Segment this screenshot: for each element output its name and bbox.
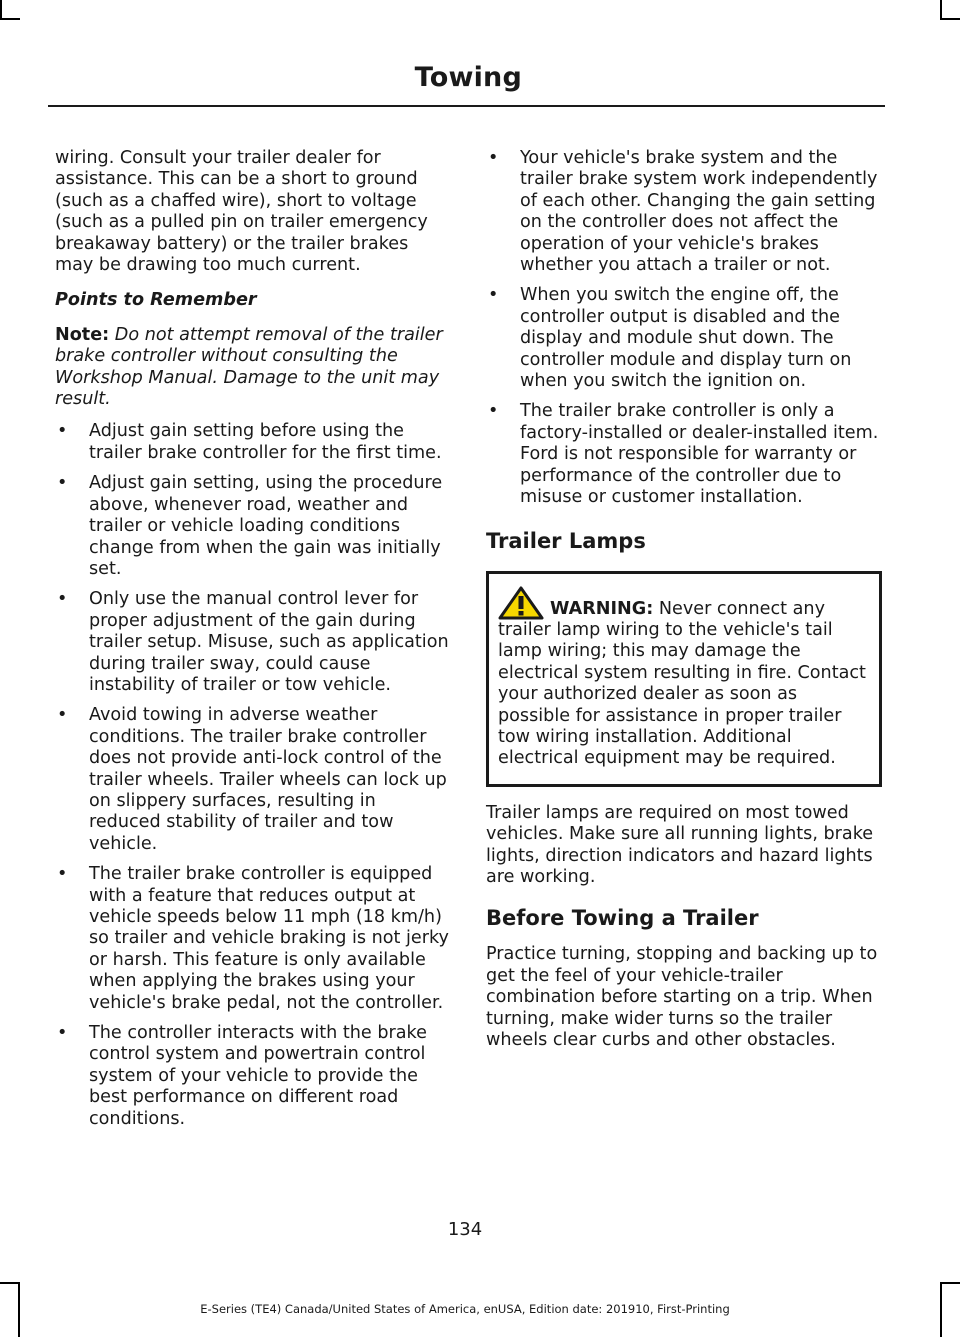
note-paragraph <box>55 325 450 411</box>
warning-text: Never connect any trailer lamp wiring to the vehicle's tail lamp wiring; this may damage the electrical system resulting in fire. Contact your authorized dealer as soon as possible for assistance in proper trailer tow wiring installation. Additional electrical equipment may be required. <box>498 598 866 769</box>
warning-paragraph <box>498 586 869 770</box>
subheading-points-to-remember: Points to Remember <box>55 290 257 311</box>
bullet-icon: • <box>57 864 68 885</box>
page-title: Towing <box>414 62 522 93</box>
bullet-icon: • <box>57 705 68 726</box>
note-text: Do not attempt removal of the trailer brake controller without consulting the Workshop Manual. Damage to the unit may result. <box>55 324 443 410</box>
footer-edition-text: E-Series (TE4) Canada/United States of America, enUSA, Edition date: 201910, First-Printing <box>200 1302 730 1316</box>
list-item: • Only use the manual control lever for proper adjustment of the gain during trailer setup. Misuse, such as application during trailer sway, could cause instability of trailer or tow vehicle. <box>57 589 449 695</box>
list-item: • Avoid towing in adverse weather conditions. The trailer brake controller does not provide anti-lock control of the trailer wheels. Trailer wheels can lock up on slippery surfaces, resulting in reduced stability of trailer and tow vehicle. <box>57 705 447 854</box>
list-item: • Adjust gain setting, using the procedure above, whenever road, weather and trailer or vehicle loading conditions change from when the gain was initially set. <box>57 473 443 579</box>
list-item: • The trailer brake controller is only a factory-installed or dealer-installed item. Ford is not responsible for warranty or performance of the controller due to misuse or customer installation. <box>488 401 879 508</box>
bullet-icon: • <box>57 1023 68 1044</box>
crop-mark <box>0 0 2 20</box>
crop-mark <box>0 18 20 20</box>
bullet-icon: • <box>488 401 499 422</box>
crop-mark <box>940 18 960 20</box>
list-item: • The controller interacts with the brake control system and powertrain control system of your vehicle to provide the best performance on different road conditions. <box>57 1023 427 1129</box>
right-bullet-list <box>486 148 882 509</box>
bullet-icon: • <box>57 589 68 610</box>
left-column <box>55 148 450 1130</box>
crop-mark <box>0 1282 20 1284</box>
note-label: Note: <box>55 324 110 345</box>
before-towing-paragraph: Practice turning, stopping and backing up to get the feel of your vehicle-trailer combination before starting on a trip. When turning, make wider turns so the trailer wheels clear curbs and other obstacles. <box>486 944 878 1050</box>
warning-label: WARNING: <box>550 598 654 619</box>
bullet-icon: • <box>488 148 499 168</box>
warning-triangle-icon <box>498 586 544 620</box>
bullet-icon: • <box>488 285 499 306</box>
page-number: 134 <box>447 1219 483 1240</box>
list-item: • Your vehicle's brake system and the trailer brake system work independently of each other. Changing the gain setting on the controller does not affect the operation of your vehicle's brakes whether you attach a trailer or not. <box>488 148 878 276</box>
section-heading-before-towing: Before Towing a Trailer <box>486 906 759 931</box>
trailer-lamps-paragraph: Trailer lamps are required on most towed vehicles. Make sure all running lights, brake lights, direction indicators and hazard lights are working. <box>486 802 874 887</box>
header-divider <box>48 105 885 107</box>
intro-paragraph: wiring. Consult your trailer dealer for assistance. This can be a short to ground (such as a chaffed wire), short to voltage (such as a pulled pin on trailer emergency breakaway battery) or the trailer brakes may be drawing too much current. <box>55 148 428 276</box>
list-item: • The trailer brake controller is equipped with a feature that reduces output at vehicle speeds below 11 mph (18 km/h) so trailer and vehicle braking is not jerky or harsh. This feature is only available when applying the brakes using your vehicle's brake pedal, not the controller. <box>57 864 449 1013</box>
crop-mark <box>940 1282 960 1284</box>
section-heading-trailer-lamps: Trailer Lamps <box>486 528 646 553</box>
left-bullet-list <box>55 421 450 1130</box>
list-item: • When you switch the engine off, the controller output is disabled and the display and module shut down. The controller module and display turn on when you switch the ignition on. <box>488 285 852 392</box>
right-column <box>486 148 882 1051</box>
crop-mark <box>940 1282 942 1337</box>
list-item: • Adjust gain setting before using the trailer brake controller for the first time. <box>57 421 442 463</box>
bullet-icon: • <box>57 421 68 442</box>
warning-box <box>486 571 882 787</box>
crop-mark <box>940 0 942 20</box>
bullet-icon: • <box>57 473 68 494</box>
